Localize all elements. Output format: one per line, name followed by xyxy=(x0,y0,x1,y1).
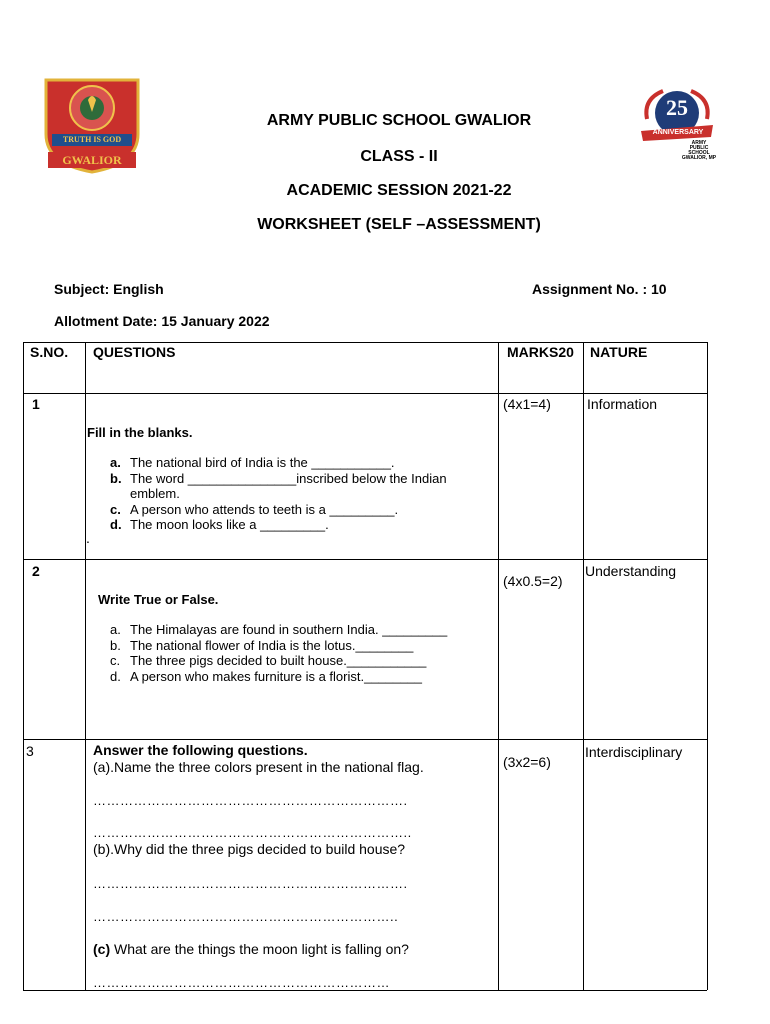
answer-line: ……………………………………………………………. xyxy=(93,876,408,891)
row-3-marks: (3x2=6) xyxy=(503,754,551,770)
list-item: b. The national flower of India is the lotus.________ xyxy=(110,637,414,653)
row-1-sno: 1 xyxy=(32,396,40,412)
row-1-nature: Information xyxy=(587,396,658,412)
row-3-title: Answer the following questions. xyxy=(93,742,308,758)
row-2-items xyxy=(110,622,495,684)
row-2-nature: Understanding xyxy=(585,563,677,579)
list-item: a. The Himalayas are found in southern India. _________ xyxy=(110,622,448,637)
worksheet-title: WORKSHEET (SELF –ASSESSMENT) xyxy=(257,216,541,233)
crest-city: GWALIOR xyxy=(62,153,122,167)
answer-line: ……………………………………………………………. xyxy=(93,793,408,808)
row-2-title: Write True or False. xyxy=(98,592,219,607)
list-item: c. A person who attends to teeth is a _________. xyxy=(110,501,399,517)
answer-line: …………………………………………………………….. xyxy=(93,825,412,840)
allotment-date: Allotment Date: 15 January 2022 xyxy=(54,313,270,329)
list-item: b. The word _______________inscribed below the Indian emblem. xyxy=(110,470,447,501)
anniversary-number: 25 xyxy=(666,95,688,120)
row-3-nature: Interdisciplinary xyxy=(585,744,683,760)
list-item: d. The moon looks like a _________. xyxy=(110,517,329,532)
row-3-question-c: (c) What are the things the moon light is falling on? xyxy=(93,941,409,957)
row-1-stray-dot: . xyxy=(86,530,90,546)
anniversary-banner: ANNIVERSARY xyxy=(652,129,704,136)
session-title: ACADEMIC SESSION 2021-22 xyxy=(286,182,512,199)
answer-line: ………………………………………………………….. xyxy=(93,909,399,924)
list-item: c. The three pigs decided to built house.___________ xyxy=(110,653,427,668)
anniversary-sub: ARMY PUBLIC SCHOOL GWALIOR, MP xyxy=(681,140,717,161)
row-3-sno: 3 xyxy=(26,743,34,759)
row-3-question-a: (a).Name the three colors present in the national flag. xyxy=(93,759,424,775)
row-3-question-b: (b).Why did the three pigs decided to build house? xyxy=(93,841,406,857)
col-header-sno: S.NO. xyxy=(30,344,69,360)
col-header-questions: QUESTIONS xyxy=(93,344,176,360)
row-2-marks: (4x0.5=2) xyxy=(503,573,563,589)
row-1-marks: (4x1=4) xyxy=(503,396,551,412)
list-item: a. The national bird of India is the ___________. xyxy=(110,455,395,470)
row-1-items xyxy=(110,455,490,533)
row-2-sno: 2 xyxy=(32,563,40,579)
assignment-number: Assignment No. : 10 xyxy=(532,281,667,297)
answer-line: ………………………………………………………… xyxy=(93,975,390,990)
col-header-marks: MARKS20 xyxy=(507,344,574,360)
crest-motto: TRUTH IS GOD xyxy=(62,135,122,144)
subject-label: Subject: English xyxy=(54,281,164,297)
row-1-title: Fill in the blanks. xyxy=(87,425,193,440)
school-name: ARMY PUBLIC SCHOOL GWALIOR xyxy=(266,112,532,129)
col-header-nature: NATURE xyxy=(590,344,648,360)
class-title: CLASS - II xyxy=(360,148,438,165)
list-item: d. A person who makes furniture is a florist.________ xyxy=(110,668,422,684)
